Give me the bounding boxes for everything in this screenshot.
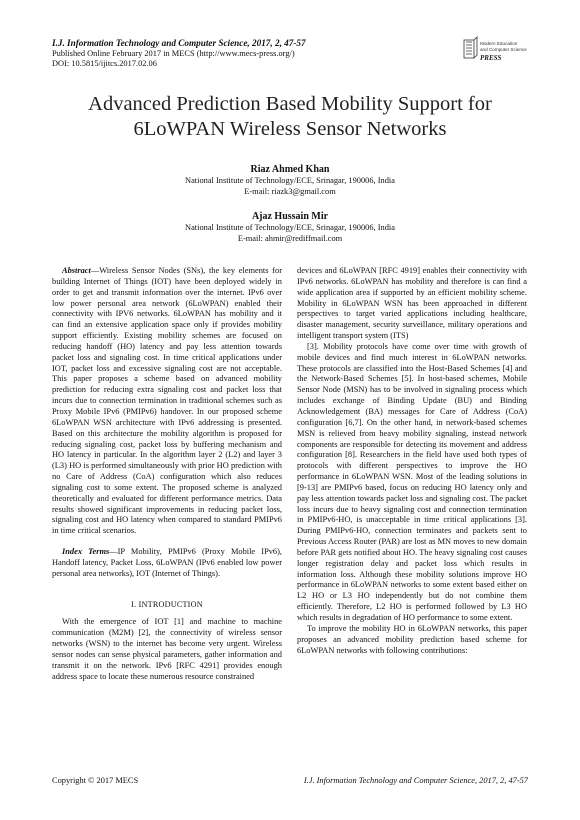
- right-paragraph-2: [3]. Mobility protocols have come over time with growth of mobile devices and find much interest in 6LoWPAN networks. These protocols are classified into the Host-Based Schemes [4] and the Network-Based Schemes [5]. In host-based schemes, Mobile Sensor Node (MSN) has to be involved in signaling process which includes exchange of Binding Update (BU) and Binding Acknowledgement (BA) messages for Care of Address (CoA) configuration [6,7]. On the other hand, in network-based schemes MSN is relieved from heavy mobility signaling, instead network components are responsible for detecting its movement and address configuration [8]. Researchers in the field have used both types of protocols with different perspectives to improve the HO performance in 6LoWPAN WSN. Most of the leading solutions in [9-13] are PMIPv6 based, focus on reducing HO latency only and pay less attention towards packet loss and signaling cost. The packet loss incurs due to heavy signaling cost and connection termination in PMIPv6-HO, is unacceptable in time critical applications [3]. During PMIPv6-HO, connection terminates and packets sent to Previous Access Router (PAR) are lost as MN moves to new domain before PAR gets notified about HO. The heavy signaling cost causes longer registration delay and packet loss which results in information loss. Although these mobility solutions improve HO performance in 6LoWPAN networks to some extent based either on L2 HO or L3 HO independently but do not combine them efficiently. Therefore, L2 HO is performed followed by L3 HO which results in degradation of HO performance to some extent.: [297, 341, 527, 622]
- author-block-1: [40, 163, 540, 197]
- left-column: [52, 266, 282, 683]
- paper-title: [40, 92, 540, 142]
- author-email: E-mail: riazk3@gmail.com: [244, 186, 336, 196]
- index-terms: [52, 547, 282, 580]
- author-affiliation: National Institute of Technology/ECE, Srinagar, 190006, India: [185, 223, 395, 232]
- journal-name: I.J. Information Technology and Computer Science, 2017, 2, 47-57: [52, 38, 306, 48]
- svg-text:and Computer Science: and Computer Science: [480, 47, 527, 52]
- abstract-label: Abstract: [62, 266, 91, 275]
- mecs-press-logo: [462, 32, 534, 72]
- author-name: Ajaz Hussain Mir: [251, 211, 329, 222]
- title-line-1: Advanced Prediction Based Mobility Support for: [88, 93, 492, 115]
- author-block-2: [40, 210, 540, 244]
- abstract-text: —Wireless Sensor Nodes (SNs), the key elements for building Internet of Things (IOT) have been deployed widely in order to get and transmit information over the internet. IPv6 over low power personal area network (6LoWPAN) enabled their connectivity with IPV6 networks. 6LoWPAN has mobility and it can find an extensive application space only if provides mobility support efficiently. Existing mobility schemes are focused on reducing handoff (HO) latency and pay less attention towards packet loss and signaling cost. In time critical applications under IOT, packet loss and excessive signaling cost are not acceptable. This paper proposes a scheme based on advanced mobility prediction for reducing extra signaling cost and packet loss that incurs due to connection termination in traditional schemes such as Proxy Mobile IPv6 (PMIPv6) handover. In our proposed scheme 6LoWPAN WSN architecture with IPv6 addressing is presented. Based on this architecture the mobility algorithm is proposed for reducing signaling cost, packet loss by buffering mechanism and HO latency in particular. In the algorithm layer 2 (L2) and layer 3 (L3) HO is performed simultaneously with prior HO prediction with no Care of Address (CoA) configuration which also reduces signaling cost to some extent. The proposed scheme is analyzed theoretically and evaluated for different performance metrics. Data results showed significant improvements in reducing packet loss, signaling cost and HO latency when compared to standard PMIPv6 in time critical scenarios.: [52, 266, 282, 536]
- journal-header: [52, 38, 532, 69]
- author-name: Riaz Ahmed Khan: [250, 164, 330, 175]
- right-paragraph-1: devices and 6LoWPAN [RFC 4919] enables their connectivity with IPv6 networks. 6LoWPAN has mobility and therefore is can find a wide application area if supported by an efficient mobility scheme. Mobility in 6LoWPAN WSN has been approached in different perspectives to target varied applications including healthcare, disaster management, security surveillance, military operations and intelligent transport system (ITS): [297, 266, 527, 341]
- author-affiliation: National Institute of Technology/ECE, Srinagar, 190006, India: [185, 176, 395, 185]
- right-paragraph-3: To improve the mobility HO in 6LoWPAN networks, this paper proposes an advanced mobility prediction based scheme for 6LoWPAN networks with following contributions:: [297, 623, 527, 655]
- doi: DOI: 10.5815/ijitcs.2017.02.06: [52, 58, 157, 68]
- intro-paragraph: With the emergence of IOT [1] and machine to machine communication (M2M) [2], the connectivity of wireless sensor networks (WSN) to the internet has become very urgent. Wireless sensor nodes can sense physical parameters, gather information and transmit it on the network. IPv6 [RFC 4291] provides enough address space to locate these numerous resource constrained: [52, 617, 282, 681]
- footer-copyright: Copyright © 2017 MECS: [52, 776, 139, 785]
- title-line-2: 6LoWPAN Wireless Sensor Networks: [133, 118, 447, 140]
- svg-text:PRESS: PRESS: [480, 54, 502, 62]
- index-terms-text: —IP Mobility, PMIPv6 (Proxy Mobile IPv6), Handoff latency, Packet Loss, 6LoWPAN (IPv6 enabled low power personal area networks), IOT (Internet of Things).: [52, 547, 283, 578]
- index-terms-label: Index Terms: [62, 547, 110, 557]
- svg-text:Modern Education: Modern Education: [480, 41, 518, 46]
- section-heading-introduction: I. INTRODUCTION: [131, 599, 203, 609]
- publication-info: Published Online February 2017 in MECS (http://www.mecs-press.org/): [52, 48, 295, 58]
- footer-journal: I.J. Information Technology and Computer Science, 2017, 2, 47-57: [303, 776, 528, 785]
- author-email: E-mail: ahmir@rediffmail.com: [237, 233, 343, 243]
- right-column: [297, 266, 527, 656]
- abstract: [52, 266, 282, 537]
